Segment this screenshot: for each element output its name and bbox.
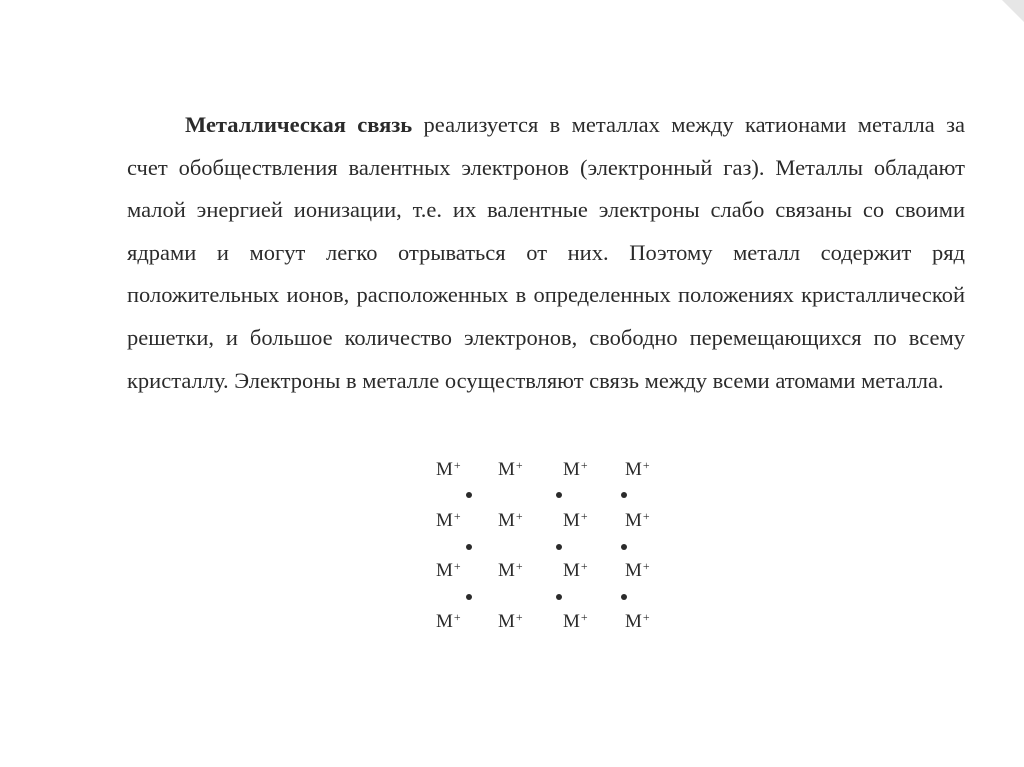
cation-symbol: M — [498, 560, 515, 581]
cation-symbol: M — [625, 510, 642, 531]
cation-charge: + — [580, 509, 588, 523]
cation-charge: + — [515, 509, 523, 523]
metal-cation — [498, 459, 523, 479]
metal-cation — [625, 459, 650, 479]
free-electron-dot — [621, 594, 627, 600]
cation-symbol: M — [625, 459, 642, 480]
free-electron-dot — [466, 544, 472, 550]
cation-charge: + — [515, 559, 523, 573]
metal-cation — [563, 611, 588, 631]
free-electron-dot — [556, 544, 562, 550]
cation-symbol: M — [498, 459, 515, 480]
cation-symbol: M — [625, 560, 642, 581]
cation-charge: + — [642, 458, 650, 472]
cation-symbol: M — [436, 611, 453, 632]
cation-symbol: M — [563, 611, 580, 632]
metal-cation — [436, 560, 461, 580]
cation-symbol: M — [498, 510, 515, 531]
cation-charge: + — [580, 458, 588, 472]
cation-charge: + — [515, 610, 523, 624]
cation-symbol: M — [436, 510, 453, 531]
cation-charge: + — [642, 509, 650, 523]
free-electron-dot — [466, 594, 472, 600]
metal-cation — [563, 560, 588, 580]
metal-cation — [563, 510, 588, 530]
cation-symbol: M — [436, 560, 453, 581]
metal-cation — [498, 510, 523, 530]
free-electron-dot — [556, 492, 562, 498]
free-electron-dot — [621, 492, 627, 498]
cation-charge: + — [580, 610, 588, 624]
paragraph-body: реализуется в металлах между катионами металла за счет обобществления валентных электронов (электронный газ). Металлы обладают малой энергией ионизации, т.е. их валентные электроны слабо связаны со своими ядрами и могут легко отрываться от них. Поэтому металл содержит ряд положительных ионов, расположенных в определенных положениях кристаллической решетки, и большое количество электронов, свободно перемещающихся по всему кристаллу. Электроны в металле осуществляют связь между всеми атомами металла. — [127, 112, 965, 393]
cation-charge: + — [453, 509, 461, 523]
metal-cation — [563, 459, 588, 479]
cation-symbol: M — [563, 560, 580, 581]
free-electron-dot — [556, 594, 562, 600]
metal-cation — [625, 611, 650, 631]
term-metallic-bond: Металлическая связь — [185, 112, 413, 137]
cation-charge: + — [453, 610, 461, 624]
metal-cation — [498, 611, 523, 631]
cation-symbol: M — [436, 459, 453, 480]
metal-cation — [625, 510, 650, 530]
cation-charge: + — [515, 458, 523, 472]
metal-cation — [436, 611, 461, 631]
cation-charge: + — [642, 610, 650, 624]
free-electron-dot — [466, 492, 472, 498]
cation-charge: + — [453, 458, 461, 472]
cation-symbol: M — [498, 611, 515, 632]
cation-charge: + — [580, 559, 588, 573]
metal-cation — [436, 510, 461, 530]
cation-symbol: M — [563, 510, 580, 531]
metal-cation — [625, 560, 650, 580]
metal-cation — [498, 560, 523, 580]
cation-symbol: M — [625, 611, 642, 632]
cation-symbol: M — [563, 459, 580, 480]
free-electron-dot — [621, 544, 627, 550]
cation-charge: + — [642, 559, 650, 573]
metal-cation — [436, 459, 461, 479]
cation-charge: + — [453, 559, 461, 573]
